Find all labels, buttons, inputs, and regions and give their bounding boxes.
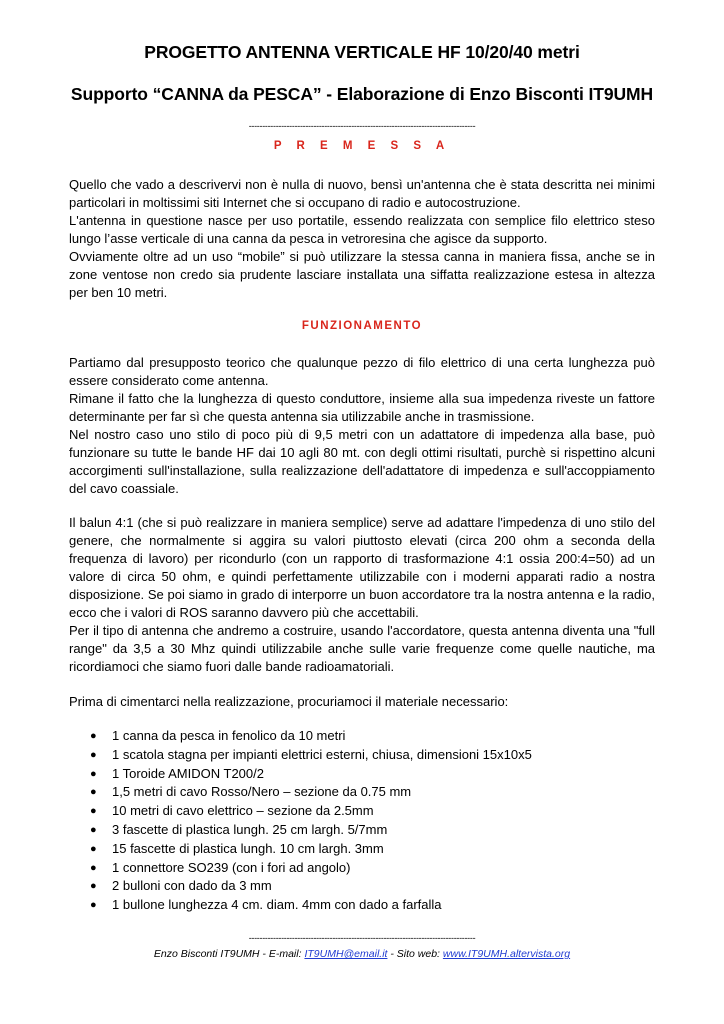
header-divider: ------------------------------------------------------------------------------------: [248, 121, 476, 131]
balun-section: [69, 514, 655, 676]
list-item-text: 15 fascette di plastica lungh. 10 cm largh. 3mm: [112, 840, 384, 856]
paragraph: Nel nostro caso uno stilo di poco più di 9,5 metri con un adattatore di impedenza alla base, può funzionare su tutte le bande HF dai 10 agli 80 mt. con degli ottimi risultati, purchè si rispettino alcuni accorgimenti sull'installazione, sulla realizzazione dell'adattatore di impedenza e sull'accoppiamento del cavo coassiale.: [69, 427, 655, 496]
bullet-icon: ●: [90, 842, 97, 855]
bullet-icon: ●: [90, 823, 97, 836]
footer-site-label: - Sito web:: [387, 948, 443, 960]
list-item: [90, 840, 532, 859]
list-item-text: 1 bullone lunghezza 4 cm. diam. 4mm con dado a farfalla: [112, 897, 442, 913]
list-item-text: 2 bulloni con dado da 3 mm: [112, 878, 272, 894]
list-item: [90, 896, 532, 915]
footer-author: Enzo Bisconti IT9UMH - E-mail:: [153, 948, 305, 960]
list-item-text: 1 Toroide AMIDON T200/2: [112, 765, 264, 781]
page-footer: [0, 948, 724, 960]
bullet-icon: ●: [90, 899, 97, 912]
paragraph: Prima di cimentarci nella realizzazione, procuriamoci il materiale necessario:: [69, 694, 509, 709]
funzionamento-section: [69, 354, 655, 498]
materials-intro: [69, 693, 655, 711]
list-item: [90, 802, 532, 821]
list-item-text: 3 fascette di plastica lungh. 25 cm largh. 5/7mm: [112, 821, 388, 837]
website-link[interactable]: www.IT9UMH.altervista.org: [442, 948, 571, 960]
bullet-icon: ●: [90, 730, 97, 742]
list-item-text: 1,5 metri di cavo Rosso/Nero – sezione da 0.75 mm: [112, 784, 412, 800]
list-item: [90, 765, 532, 784]
list-item: [90, 859, 532, 878]
list-item: [90, 746, 532, 765]
footer-divider: ------------------------------------------------------------------------------------: [248, 933, 476, 943]
paragraph: Per il tipo di antenna che andremo a costruire, usando l'accordatore, questa antenna diventa una "full range" da 3,5 a 30 Mhz quindi utilizzabile anche sulle varie frequenze come quelle nautiche, ma ricordiamoci che siamo fuori dalle bande radioamatoriali.: [69, 623, 655, 674]
paragraph: L'antenna in questione nasce per uso portatile, essendo realizzata con semplice filo elettrico steso lungo l’asse verticale di una canna da pesca in vetroresina che agisce da supporto.: [69, 213, 655, 246]
list-item: [90, 821, 532, 840]
bullet-icon: ●: [90, 861, 97, 874]
section-heading-premessa: P R E M E S S A: [273, 140, 451, 152]
paragraph: Quello che vado a descrivervi non è nulla di nuovo, bensì un'antenna che è stata descritta nei minimi particolari in moltissimi siti Internet che si occupano di radio e autocostruzione.: [69, 177, 655, 210]
document-title: PROGETTO ANTENNA VERTICALE HF 10/20/40 metri: [144, 42, 580, 62]
paragraph: Rimane il fatto che la lunghezza di questo conduttore, insieme alla sua impedenza riveste un fattore determinante per far sì che questa antenna sia utilizzabile anche in trasmissione.: [69, 391, 655, 424]
paragraph: Ovviamente oltre ad un uso “mobile” si può utilizzare la stessa canna in maniera fissa, anche se in zone ventose non credo sia prudente lasciare installata una siffatta realizzazione estesa in altezza per ben 10 metri.: [69, 249, 655, 300]
section-heading-funzionamento: FUNZIONAMENTO: [301, 320, 423, 332]
email-link[interactable]: IT9UMH@email.it: [304, 948, 388, 960]
list-item-text: 10 metri di cavo elettrico – sezione da 2.5mm: [112, 803, 374, 819]
materials-list: [90, 727, 532, 915]
list-item: [90, 877, 532, 896]
bullet-icon: ●: [90, 805, 97, 818]
document-subtitle: Supporto “CANNA da PESCA” - Elaborazione di Enzo Bisconti IT9UMH: [70, 84, 654, 104]
list-item: [90, 727, 532, 746]
list-item: [90, 783, 532, 802]
bullet-icon: ●: [90, 748, 97, 761]
bullet-icon: ●: [90, 786, 97, 799]
bullet-icon: ●: [90, 880, 97, 893]
paragraph: Il balun 4:1 (che si può realizzare in maniera semplice) serve ad adattare l'impedenza di uno stilo del genere, che normalmente si aggira su valori piuttosto elevati (circa 200 ohm a seconda della frequenza di lavoro) per ricondurlo (con un rapporto di trasformazione 4:1 ossia 200:4=50) ad un valore di circa 50 ohm, e quindi perfettamente utilizzabile con i moderni apparati radio a nostra disposizione. Se poi siamo in grado di interporre un buon accordatore tra la nostra antenna e la radio, ecco che i valori di ROS saranno davvero più che accettabili.: [69, 515, 655, 620]
premessa-section: [69, 176, 655, 302]
bullet-icon: ●: [90, 767, 97, 780]
list-item-text: 1 connettore SO239 (con i fori ad angolo): [112, 859, 351, 875]
list-item-text: 1 scatola stagna per impianti elettrici esterni, chiusa, dimensioni 15x10x5: [112, 746, 532, 762]
list-item-text: 1 canna da pesca in fenolico da 10 metri: [112, 728, 346, 743]
paragraph: Partiamo dal presupposto teorico che qualunque pezzo di filo elettrico di una certa lunghezza può essere considerato come antenna.: [69, 355, 655, 388]
